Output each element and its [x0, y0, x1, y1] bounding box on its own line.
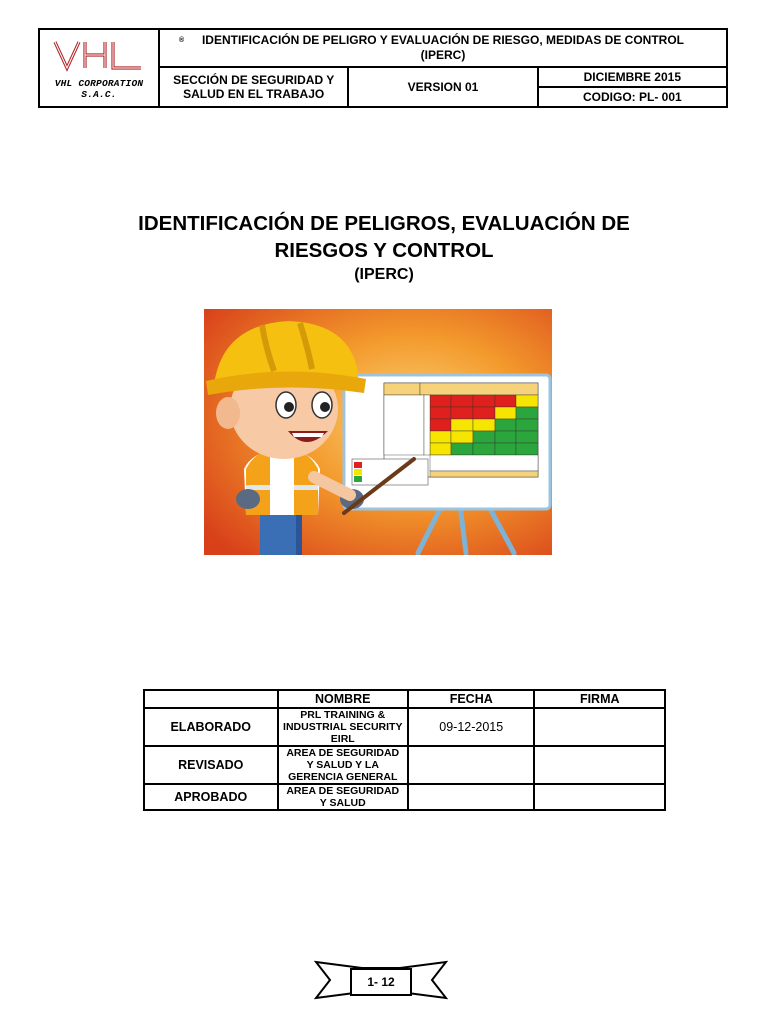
title-line1: IDENTIFICACIÓN DE PELIGROS, EVALUACIÓN DE — [138, 212, 630, 235]
row-label: REVISADO — [144, 746, 278, 784]
company-logo-cell — [39, 29, 185, 107]
registered-mark: ® — [179, 37, 185, 44]
approval-header-firma: FIRMA — [534, 690, 665, 708]
row-name-line: GERENCIA GENERAL — [288, 771, 398, 783]
table-row — [144, 708, 665, 746]
table-row — [144, 746, 665, 784]
row-date — [408, 784, 534, 810]
title-line3: (IPERC) — [354, 266, 414, 283]
row-signature — [534, 746, 665, 784]
row-name — [278, 746, 409, 784]
company-name: VHL CORPORATION S.A.C. — [54, 78, 144, 100]
approval-header-empty — [144, 690, 278, 708]
page-number: 1- 12 — [350, 968, 412, 996]
row-name-line: Y SALUD Y LA — [306, 759, 379, 771]
row-signature — [534, 784, 665, 810]
header-date: DICIEMBRE 2015 — [539, 68, 726, 88]
row-name-line: Y SALUD — [319, 797, 366, 809]
row-name-line: INDUSTRIAL SECURITY — [283, 721, 403, 733]
row-name — [278, 784, 409, 810]
row-name — [278, 708, 409, 746]
row-label: ELABORADO — [144, 708, 278, 746]
company-logo — [40, 30, 185, 106]
row-date — [408, 746, 534, 784]
row-name-line: PRL TRAINING & — [300, 709, 386, 721]
document-title — [0, 210, 768, 286]
title-line2: RIESGOS Y CONTROL — [274, 239, 494, 262]
row-signature — [534, 708, 665, 746]
header-title-line1: IDENTIFICACIÓN DE PELIGRO Y EVALUACIÓN DE RIESGO, MEDIDAS DE CONTROL — [201, 33, 685, 47]
document-header — [38, 28, 728, 108]
approval-table — [143, 689, 666, 811]
header-section — [159, 67, 348, 107]
header-version-text: VERSION 01 — [407, 80, 479, 94]
row-name-line: AREA DE SEGURIDAD — [286, 785, 400, 797]
approval-header-fecha: FECHA — [408, 690, 534, 708]
header-section-text: SECCIÓN DE SEGURIDAD Y SALUD EN EL TRABAJO — [173, 73, 335, 101]
header-date-code — [538, 67, 727, 107]
row-name-line: EIRL — [330, 733, 355, 745]
safety-worker-illustration — [204, 309, 552, 555]
header-version — [348, 67, 537, 107]
row-date: 09-12-2015 — [408, 708, 534, 746]
header-code: CODIGO: PL- 001 — [582, 90, 682, 104]
approval-header-nombre: NOMBRE — [278, 690, 409, 708]
header-title — [159, 29, 727, 67]
header-title-line2: (IPERC) — [420, 48, 466, 62]
vhl-logo-icon — [49, 36, 149, 76]
table-row — [144, 784, 665, 810]
row-name-line: AREA DE SEGURIDAD — [286, 747, 400, 759]
row-label: APROBADO — [144, 784, 278, 810]
